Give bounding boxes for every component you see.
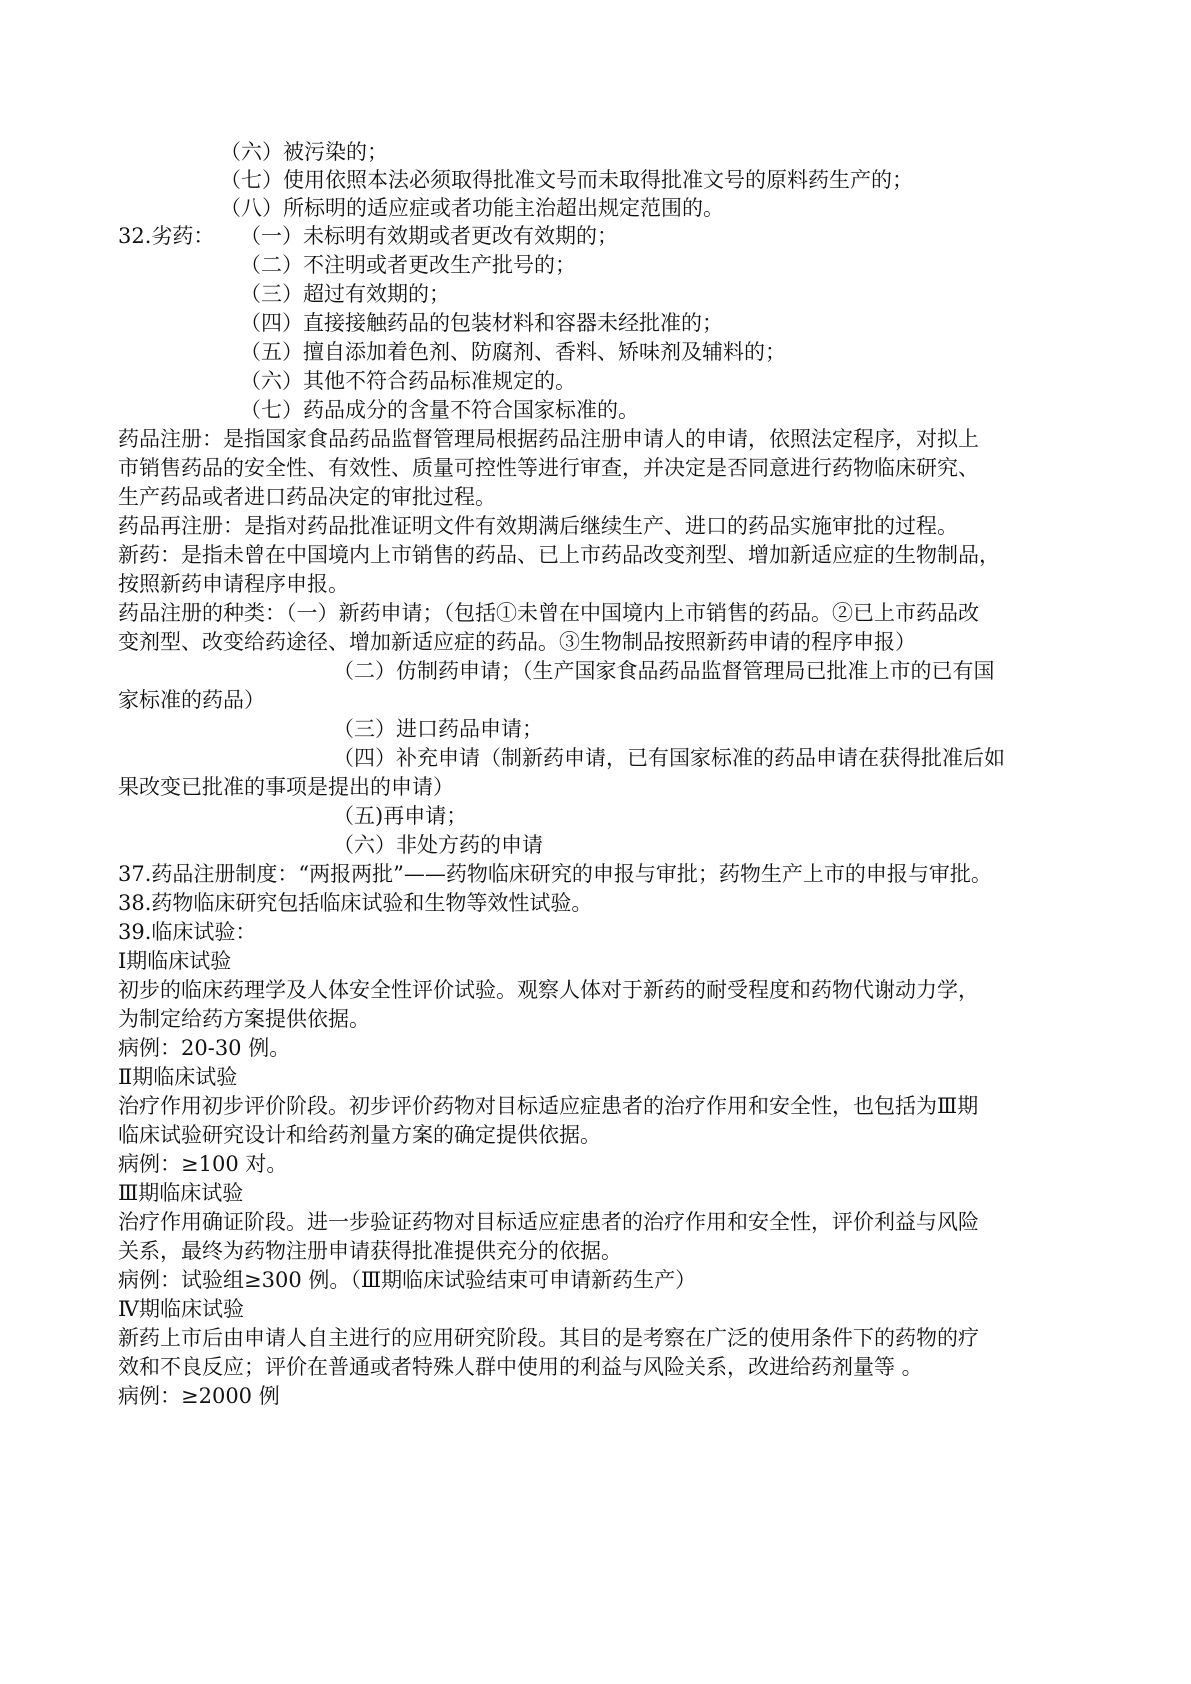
text-line: 治疗作用确证阶段。进一步验证药物对目标适应症患者的治疗作用和安全性，评价利益与风险	[118, 1210, 979, 1234]
text-line: 病例：20-30 例。	[118, 1036, 291, 1060]
text-line: 变剂型、改变给药途径、增加新适应症的药品。③生物制品按照新药申请的程序申报）	[118, 630, 916, 654]
text-line: （五)再申请；	[333, 804, 468, 828]
text-line: 38.药物临床研究包括临床试验和生物等效性试验。	[118, 891, 593, 915]
text-line: 生产药品或者进口药品决定的审批过程。	[118, 485, 496, 509]
text-line: （二）仿制药申请；（生产国家食品药品监督管理局已批准上市的已有国	[333, 659, 995, 683]
text-line: 按照新药申请程序申报。	[118, 572, 349, 596]
subheading: Ⅲ期临床试验	[118, 1181, 244, 1205]
text-line: 临床试验研究设计和给药剂量方案的确定提供依据。	[118, 1123, 601, 1147]
text-line: 药品注册的种类：（一）新药申请；（包括①未曾在中国境内上市销售的药品。②已上市药品改	[118, 601, 979, 625]
subheading: Ⅳ期临床试验	[118, 1297, 244, 1321]
text-line: （三）超过有效期的；	[240, 282, 450, 306]
text-line: （五）擅自添加着色剂、防腐剂、香料、矫味剂及辅料的；	[240, 340, 786, 364]
section-heading: 39.临床试验：	[118, 920, 257, 944]
text-line: 效和不良反应；评价在普通或者特殊人群中使用的利益与风险关系，改进给药剂量等 。	[118, 1355, 923, 1379]
text-line: 病例：≥100 对。	[118, 1152, 288, 1176]
section-heading: 32.劣药：	[118, 224, 215, 248]
text-line: （六）被污染的；	[220, 140, 388, 164]
text-line: 果改变已批准的事项是提出的申请）	[118, 775, 454, 799]
text-line: 市销售药品的安全性、有效性、质量可控性等进行审查，并决定是否同意进行药物临床研究、	[118, 456, 979, 480]
text-line: （八）所标明的适应症或者功能主治超出规定范围的。	[220, 196, 724, 220]
text-line: 病例：≥2000 例	[118, 1384, 280, 1408]
text-line: 药品再注册：是指对药品批准证明文件有效期满后继续生产、进口的药品实施审批的过程。	[118, 514, 958, 538]
text-line: 初步的临床药理学及人体安全性评价试验。观察人体对于新药的耐受程度和药物代谢动力学，	[118, 978, 979, 1002]
text-line: （六）非处方药的申请	[333, 833, 543, 857]
text-line: （四）补充申请（制新药申请，已有国家标准的药品申请在获得批准后如	[333, 746, 1005, 770]
text-line: （三）进口药品申请；	[333, 717, 543, 741]
text-line: （七）药品成分的含量不符合国家标准的。	[240, 398, 639, 422]
text-line: （六）其他不符合药品标准规定的。	[240, 369, 576, 393]
text-line: 家标准的药品）	[118, 688, 265, 712]
text-line: （四）直接接触药品的包装材料和容器未经批准的；	[240, 311, 723, 335]
text-line: 37.药品注册制度：“两报两批”——药物临床研究的申报与审批；药物生产上市的申报与审批。	[118, 862, 992, 886]
subheading: Ⅱ期临床试验	[118, 1065, 238, 1089]
text-line: 药品注册：是指国家食品药品监督管理局根据药品注册申请人的申请，依照法定程序，对拟上	[118, 427, 979, 451]
text-line: 病例：试验组≥300 例。（Ⅲ期临床试验结束可申请新药生产）	[118, 1268, 697, 1292]
text-line: （一）未标明有效期或者更改有效期的；	[240, 224, 618, 248]
text-line: 新药上市后由申请人自主进行的应用研究阶段。其目的是考察在广泛的使用条件下的药物的疗	[118, 1326, 979, 1350]
text-line: （七）使用依照本法必须取得批准文号而未取得批准文号的原料药生产的；	[220, 168, 913, 192]
text-line: （二）不注明或者更改生产批号的；	[240, 253, 576, 277]
subheading: Ⅰ期临床试验	[118, 949, 232, 973]
text-line: 新药：是指未曾在中国境内上市销售的药品、已上市药品改变剂型、增加新适应症的生物制品，	[118, 543, 1000, 567]
text-line: 治疗作用初步评价阶段。初步评价药物对目标适应症患者的治疗作用和安全性，也包括为Ⅲ期	[118, 1094, 979, 1118]
text-line: 为制定给药方案提供依据。	[118, 1007, 370, 1031]
text-line: 关系，最终为药物注册申请获得批准提供充分的依据。	[118, 1239, 622, 1263]
